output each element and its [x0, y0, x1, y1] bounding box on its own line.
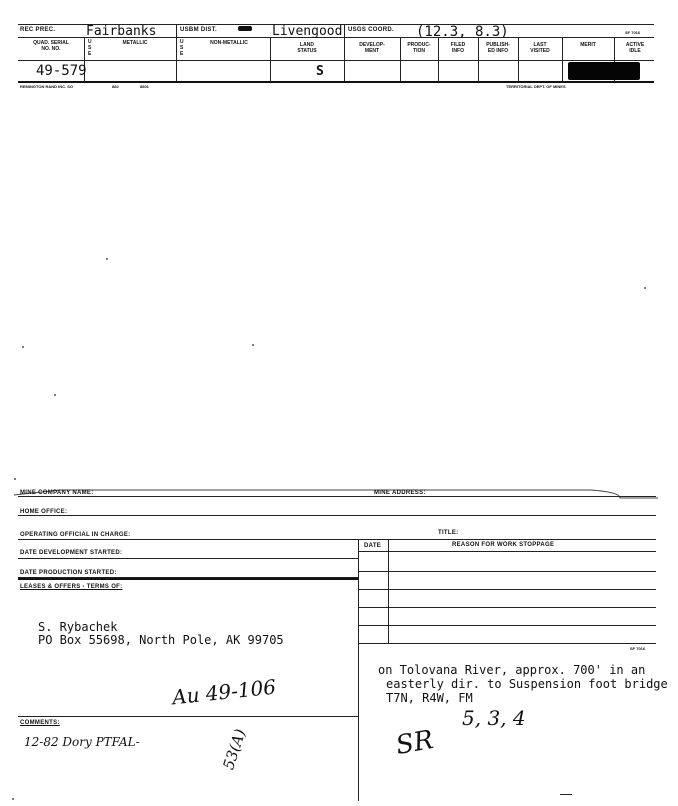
- speck: [644, 287, 646, 289]
- location-line: on Tolovana River, approx. 700' in an: [378, 663, 646, 677]
- rule: [358, 539, 359, 801]
- speck: [106, 258, 108, 260]
- rule: [18, 716, 358, 717]
- rule: [18, 558, 358, 559]
- rule: [358, 589, 656, 590]
- handwritten-comment: 12-82 Dory PTFAL-: [24, 735, 140, 749]
- lessee-name: S. Rybachek: [38, 620, 118, 634]
- operating-official-label: OPERATING OFFICIAL IN CHARGE:: [20, 532, 131, 538]
- rec-prec-value: Fairbanks: [86, 24, 157, 39]
- rule: [176, 24, 177, 81]
- speck: [12, 798, 14, 800]
- rule: [358, 571, 656, 572]
- printer-code: 882: [112, 84, 119, 89]
- rule: [18, 578, 358, 580]
- title-label: TITLE:: [438, 530, 459, 536]
- usbm-dist-label: USBM DIST.: [180, 27, 218, 33]
- rule: [358, 625, 656, 626]
- quad-serial-header: QUAD. SERIAL NO. NO.: [33, 40, 69, 52]
- comments-label: COMMENTS:: [20, 720, 60, 726]
- rule: [18, 515, 656, 516]
- rule: [270, 37, 271, 81]
- merit-header: MERIT: [580, 42, 596, 48]
- printer-code: 8801: [140, 84, 149, 89]
- rule: [388, 539, 389, 643]
- production-header: PRODUC- TION: [407, 42, 431, 54]
- date-development-label: DATE DEVELOPMENT STARTED:: [20, 550, 123, 556]
- use-header: U S E: [180, 39, 184, 57]
- development-header: DEVELOP- MENT: [359, 42, 385, 54]
- last-visited-header: LAST VISITED: [530, 42, 550, 54]
- rule: [478, 37, 479, 81]
- rule: [358, 643, 656, 644]
- merit-redaction: [568, 62, 640, 80]
- mine-company-label: MINE COMPANY NAME:: [20, 490, 94, 496]
- published-info-header: PUBLISH- ED INFO: [486, 42, 510, 54]
- speck: [54, 394, 56, 396]
- form-number: SF 7016: [625, 30, 641, 35]
- date-header: DATE: [364, 543, 382, 549]
- usgs-coord-value: (12.3, 8.3): [416, 24, 509, 40]
- rule: [18, 539, 656, 540]
- metallic-header: METALLIC: [122, 40, 148, 46]
- rec-prec-label: REC PREC.: [20, 27, 56, 33]
- rule: [562, 37, 563, 81]
- rule: [400, 37, 401, 81]
- rule: [438, 37, 439, 81]
- rule: [358, 607, 656, 608]
- speck: [22, 346, 24, 348]
- rule: [344, 24, 345, 81]
- handwritten-reference: Au 49-106: [171, 674, 278, 710]
- quad-serial-value: 49-579: [36, 63, 87, 79]
- handwritten-section: 5, 3, 4: [462, 706, 526, 730]
- ink-blot: [238, 26, 252, 31]
- mine-address-label: MINE ADDRESS:: [374, 490, 426, 496]
- home-office-label: HOME OFFICE:: [20, 509, 68, 515]
- filed-info-header: FILED INFO: [450, 42, 466, 54]
- use-header: U S E: [88, 39, 92, 57]
- date-production-label: DATE PRODUCTION STARTED:: [20, 570, 117, 576]
- lessee-address: PO Box 55698, North Pole, AK 99705: [38, 633, 284, 647]
- usgs-coord-label: USGS COORD.: [348, 27, 394, 33]
- rule: [18, 81, 654, 83]
- rule: [18, 60, 654, 61]
- location-line: T7N, R4W, FM: [386, 691, 473, 705]
- speck: [252, 344, 254, 346]
- handwritten-vertical-note: 53(A): [219, 726, 250, 772]
- rule: [518, 37, 519, 81]
- non-metallic-header: NON-METALLIC: [210, 40, 248, 46]
- printer-imprint: REMINGTON RAND INC. SO: [20, 84, 74, 89]
- location-line: easterly dir. to Suspension foot bridge: [386, 677, 668, 691]
- speck: [560, 794, 572, 795]
- active-idle-header: ACTIVE IDLE: [625, 42, 645, 54]
- form-number: SF 7016: [630, 646, 646, 651]
- work-stoppage-header: REASON FOR WORK STOPPAGE: [452, 542, 555, 548]
- rule: [18, 496, 656, 497]
- leases-offers-label: LEASES & OFFERS - TERMS OF:: [20, 584, 123, 590]
- department-imprint: TERRITORIAL DEPT. OF MINES: [506, 84, 566, 89]
- land-status-value: S: [316, 64, 324, 79]
- land-status-header: LAND STATUS: [297, 42, 317, 54]
- handwritten-initials: SR: [393, 724, 436, 762]
- rule: [358, 551, 656, 552]
- usbm-dist-value: Livengood: [272, 24, 343, 39]
